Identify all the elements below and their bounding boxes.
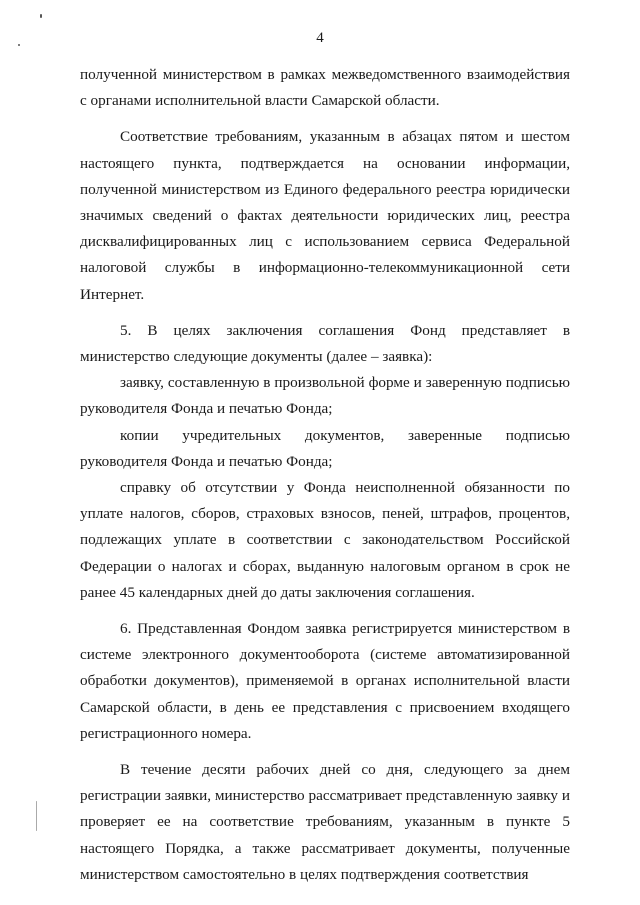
paragraph: В течение десяти рабочих дней со дня, следующего за днем регистрации заявки, министерство рассматривает представленную заявку и проверяет ее на соответствие требованиям, указанным в пункте 5 настоящего Порядка, а также рассматривает документы, полученные министерством самостоятельно в целях подтверждения соответствия	[80, 761, 570, 883]
scan-mark	[40, 14, 42, 18]
list-item: справку об отсутствии у Фонда неисполненной обязанности по уплате налогов, сборов, страховых взносов, пеней, штрафов, процентов, подлежащих уплате в соответствии с законодательством Российской Федерации о налогах и сборах, выданную налоговым органом в срок не ранее 45 календарных дней до даты заключения соглашения.	[80, 479, 570, 601]
paragraph-continuation: полученной министерством в рамках межведомственного взаимодействия с органами исполнительной власти Самарской области.	[80, 66, 570, 110]
paragraph-item-6: 6. Представленная Фондом заявка регистрируется министерством в системе электронного документооборота (системе автоматизированной обработки документов), применяемой в органах исполнительной власти Самарской области, в день ее представления с присвоением входящего регистрационного номера.	[80, 620, 570, 742]
list-item: копии учредительных документов, заверенные подписью руководителя Фонда и печатью Фонда;	[80, 426, 570, 470]
scan-mark	[18, 44, 20, 46]
scan-mark	[36, 801, 37, 831]
page-number: 4	[316, 30, 324, 46]
list-item: заявку, составленную в произвольной форме и заверенную подписью руководителя Фонда и печатью Фонда;	[80, 374, 570, 418]
document-body	[80, 62, 570, 898]
paragraph-item-5: 5. В целях заключения соглашения Фонд представляет в министерство следующие документы (далее – заявка):	[80, 321, 570, 366]
paragraph: Соответствие требованиям, указанным в абзацах пятом и шестом настоящего пункта, подтверждается на основании информации, полученной министерством из Единого федерального реестра юридически значимых сведений о фактах деятельности юридических лиц, реестра дисквалифицированных лиц с использованием сервиса Федеральной налоговой службы в информационно-телекоммуникационной сети Интернет.	[80, 128, 570, 303]
